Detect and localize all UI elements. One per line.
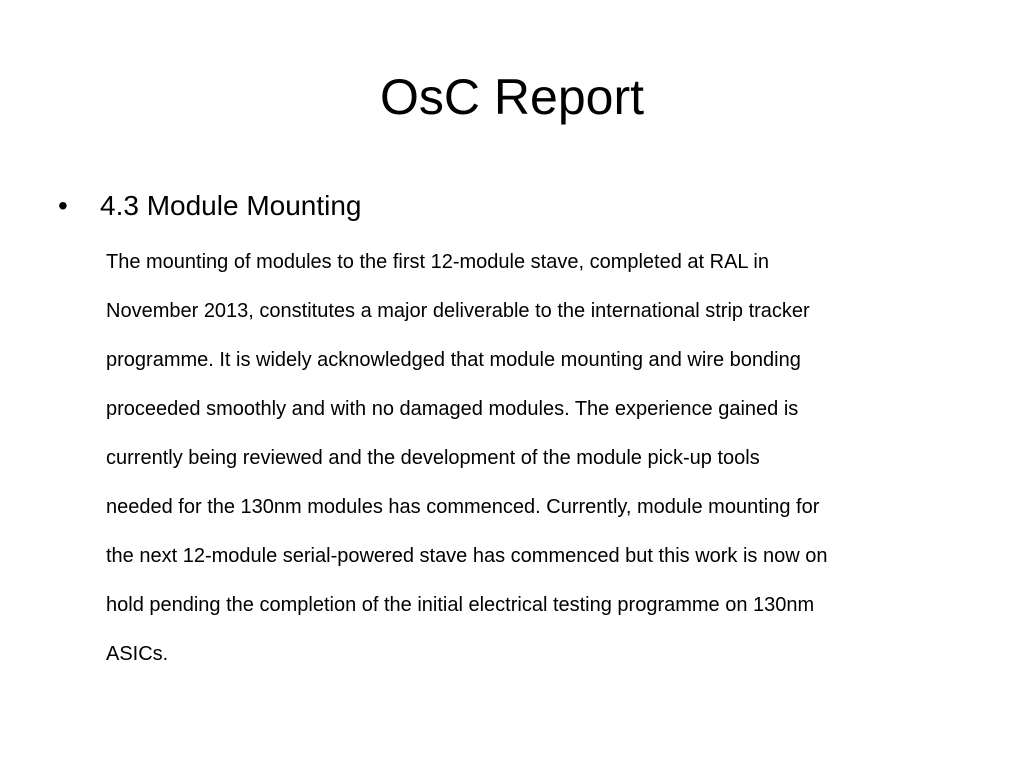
paragraph-line: needed for the 130nm modules has commenced. Currently, module mounting for <box>106 496 820 518</box>
bullet-icon: • <box>58 190 68 221</box>
paragraph-line: programme. It is widely acknowledged that module mounting and wire bonding <box>106 349 801 371</box>
bullet-item <box>58 186 978 226</box>
bullet-heading: 4.3 Module Mounting <box>100 190 362 221</box>
paragraph-line: The mounting of modules to the first 12-module stave, completed at RAL in <box>106 251 769 273</box>
body-paragraph <box>106 238 976 679</box>
paragraph-line: currently being reviewed and the development of the module pick-up tools <box>106 447 760 469</box>
paragraph-line: proceeded smoothly and with no damaged modules. The experience gained is <box>106 398 799 420</box>
slide-title: OsC Report <box>380 69 644 125</box>
paragraph-line: November 2013, constitutes a major deliverable to the international strip tracker <box>106 300 810 322</box>
paragraph-line: the next 12-module serial-powered stave has commenced but this work is now on <box>106 545 828 567</box>
paragraph-line: ASICs. <box>106 643 169 665</box>
paragraph-line: hold pending the completion of the initial electrical testing programme on 130nm <box>106 594 815 616</box>
